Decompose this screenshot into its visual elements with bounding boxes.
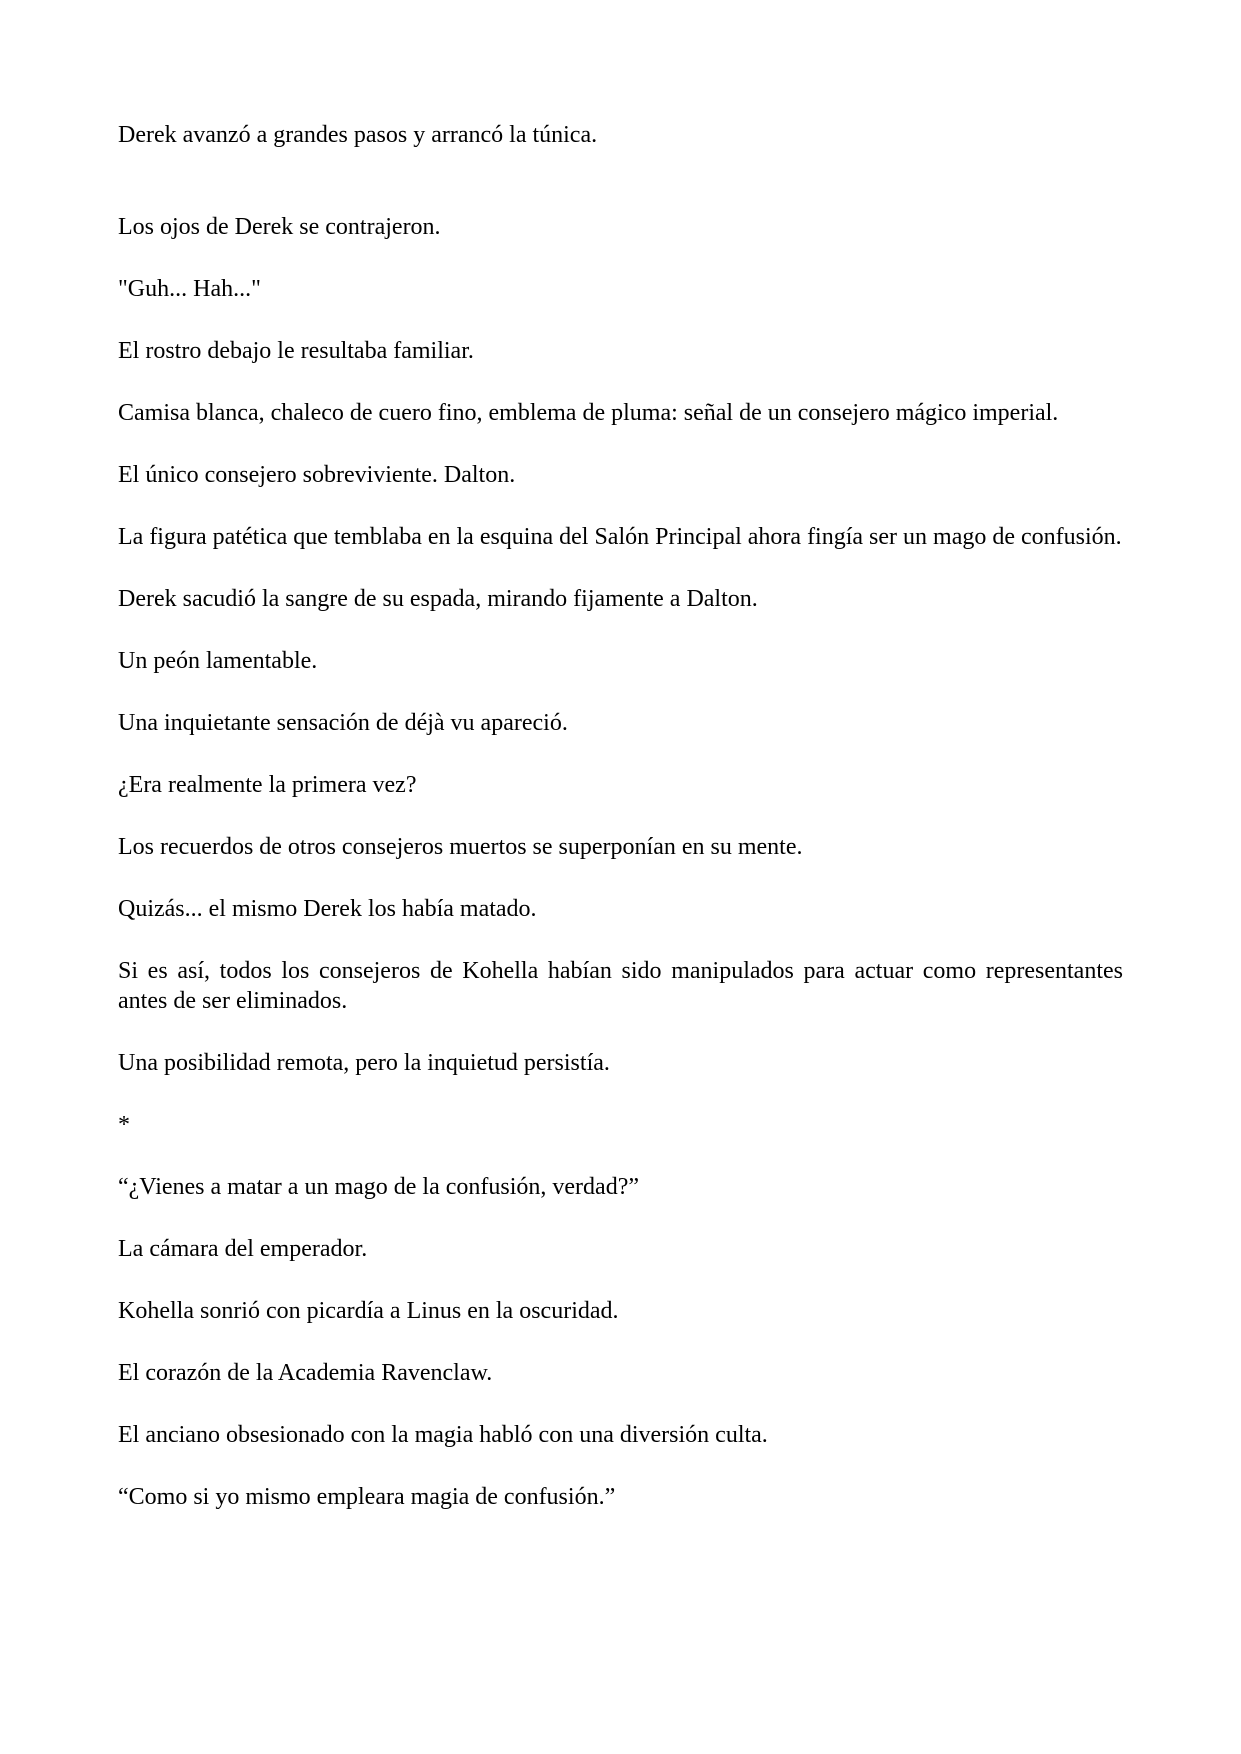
paragraph: Kohella sonrió con picardía a Linus en la oscuridad. [118, 1298, 619, 1324]
paragraph: Camisa blanca, chaleco de cuero fino, emblema de pluma: señal de un consejero mágico imperial. [118, 400, 1059, 426]
paragraph: “¿Vienes a matar a un mago de la confusión, verdad?” [118, 1174, 639, 1200]
paragraph: El rostro debajo le resultaba familiar. [118, 338, 474, 364]
paragraph: "Guh... Hah..." [118, 276, 261, 302]
paragraph: Derek sacudió la sangre de su espada, mirando fijamente a Dalton. [118, 586, 758, 612]
paragraph: El corazón de la Academia Ravenclaw. [118, 1360, 493, 1386]
paragraph: ¿Era realmente la primera vez? [118, 772, 417, 798]
paragraph: La figura patética que temblaba en la esquina del Salón Principal ahora fingía ser un mago de confusión. [118, 524, 1122, 550]
paragraph: Un peón lamentable. [118, 648, 318, 674]
paragraph: Una posibilidad remota, pero la inquietud persistía. [118, 1050, 610, 1076]
text-body [118, 120, 1123, 1544]
paragraph: Los ojos de Derek se contrajeron. [118, 214, 441, 240]
paragraph: El anciano obsesionado con la magia habló con una diversión culta. [118, 1422, 768, 1448]
paragraph: Los recuerdos de otros consejeros muertos se superponían en su mente. [118, 834, 803, 860]
paragraph: El único consejero sobreviviente. Dalton. [118, 462, 516, 488]
paragraph: Si es así, todos los consejeros de Kohella habían sido manipulados para actuar como representantes antes de ser eliminados. [118, 958, 1123, 1014]
paragraph: Derek avanzó a grandes pasos y arrancó la túnica. [118, 122, 598, 148]
paragraph: Quizás... el mismo Derek los había matado. [118, 896, 537, 922]
scene-break: * [118, 1112, 130, 1138]
paragraph: “Como si yo mismo empleara magia de confusión.” [118, 1484, 616, 1510]
paragraph: Una inquietante sensación de déjà vu apareció. [118, 710, 568, 736]
paragraph: La cámara del emperador. [118, 1236, 368, 1262]
